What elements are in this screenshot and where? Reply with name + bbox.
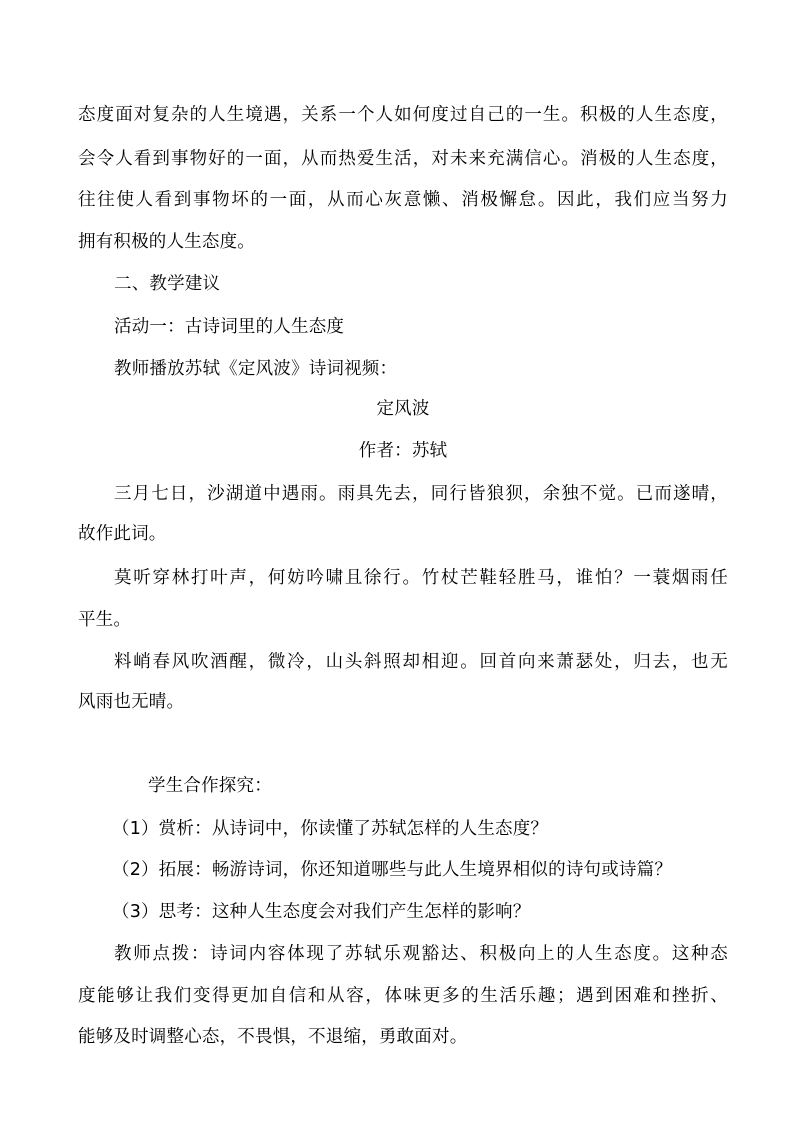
subsection-heading: 学生合作探究：: [148, 776, 272, 796]
paragraph-line: 教师点拨：诗词内容体现了苏轼乐观豁达、积极向上的人生态度。这种态: [114, 944, 728, 964]
paragraph-line: 拥有积极的人生态度。: [78, 232, 255, 252]
paragraph-line: 度能够让我们变得更加自信和从容，体味更多的生活乐趣；遇到困难和挫折、: [78, 986, 728, 1006]
poem-preface-line: 故作此词。: [78, 524, 167, 544]
question-item: （1）赏析：从诗词中，你读懂了苏轼怎样的人生态度？: [112, 819, 549, 839]
poem-author: 作者：苏轼: [358, 441, 448, 461]
poem-preface-line: 三月七日，沙湖道中遇雨。雨具先去，同行皆狼狈，余独不觉。已而遂晴，: [114, 484, 728, 504]
poem-verse-line: 料峭春风吹酒醒，微冷，山头斜照却相迎。回首向来萧瑟处，归去，也无: [114, 652, 728, 672]
poem-verse-line: 平生。: [78, 610, 132, 630]
section-heading: 二、教学建议: [114, 274, 221, 294]
poem-verse-line: 莫听穿林打叶声，何妨吟啸且徐行。竹杖芒鞋轻胜马，谁怕？一蓑烟雨任: [114, 568, 728, 588]
paragraph-line: 能够及时调整心态，不畏惧，不退缩，勇敢面对。: [78, 1027, 468, 1047]
poem-title: 定风波: [376, 399, 430, 419]
poem-verse-line: 风雨也无晴。: [78, 692, 185, 712]
question-item: （3）思考：这种人生态度会对我们产生怎样的影响？: [112, 902, 531, 922]
paragraph-line: 态度面对复杂的人生境遇，关系一个人如何度过自己的一生。积极的人生态度，: [78, 105, 728, 125]
paragraph-line: 教师播放苏轼《定风波》诗词视频：: [114, 359, 398, 379]
paragraph-line: 会令人看到事物好的一面，从而热爱生活，对未来充满信心。消极的人生态度，: [78, 149, 728, 169]
activity-heading: 活动一：古诗词里的人生态度: [114, 317, 345, 337]
question-item: （2）拓展：畅游诗词，你还知道哪些与此人生境界相似的诗句或诗篇？: [112, 860, 673, 880]
paragraph-line: 往往使人看到事物坏的一面，从而心灰意懒、消极懈怠。因此，我们应当努力: [78, 190, 728, 210]
